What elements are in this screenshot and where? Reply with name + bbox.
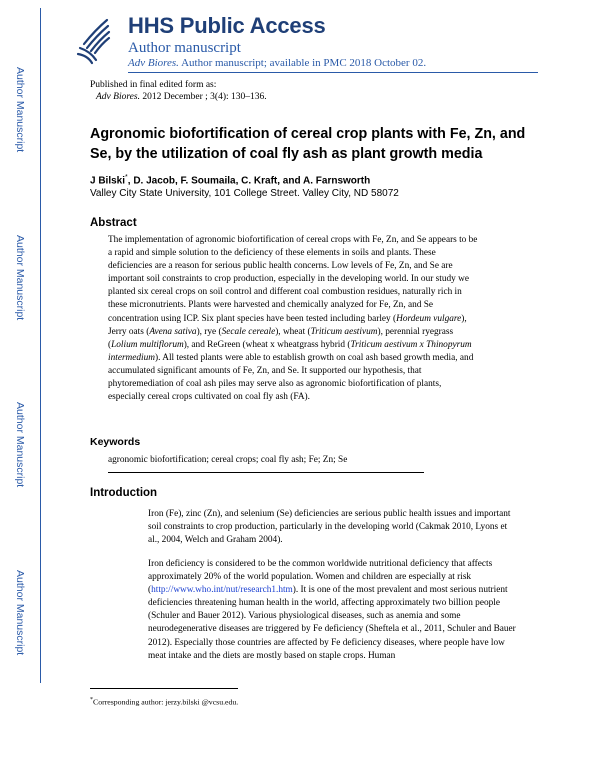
abstract-text: The implementation of agronomic biofortification of cereal crops with Fe, Zn, and Se appears to be a rapid and simple solution to the deficiency of these elements in soils and plants. These deficiencies are a reason for serious public health concerns. Low levels of Fe, Zn, and Se are important soil constraints to crop production, especially in the developing world. In our study we planted six cereal crops on soil control and different coal combustion residues, naturally rich in these micronutrients. Plants were harvested and chemically analyzed for Fe, Zn, and Se concentration using ICP. Six plant species have been tested including barley (Hordeum vulgare), Jerry oats (Avena sativa), rye (Secale cereale), wheat (Triticum aestivum), perennial ryegrass (Lolium multiflorum), and ReGreen (wheat x wheatgrass hybrid (Triticum aestivum x Thinopyrum intermedium). All tested plants were able to establish growth on coal ash based growth media, and accumulated significant amounts of Fe, Zn, and Se. It supported our hypothesis, that phytoremediation of coal ash piles may serve also as agronomic biofortification of plants, especially cereal crops cultivated on coal fly ash (FA). [108, 235, 478, 403]
availability-text: Author manuscript; available in PMC 2018 October 02. [178, 57, 427, 69]
hhs-eagle-icon [74, 14, 114, 66]
margin-rule [40, 8, 41, 683]
side-label-author-manuscript: Author Manuscript [14, 235, 26, 321]
article-title: Agronomic biofortification of cereal crop plants with Fe, Zn, and Se, by the utilization of coal fly ash as plant growth media [90, 126, 526, 162]
affiliation: Valley City State University, 101 College Street. Valley City, ND 58072 [90, 188, 399, 199]
header-divider [128, 72, 538, 73]
abstract-heading: Abstract [90, 217, 137, 229]
side-label-author-manuscript: Author Manuscript [14, 570, 26, 656]
side-label-author-manuscript: Author Manuscript [14, 402, 26, 488]
author-manuscript-label: Author manuscript [128, 40, 241, 56]
footnote-divider [90, 688, 238, 689]
journal-name: Adv Biores. [128, 57, 179, 69]
who-research-link[interactable]: http://www.who.int/nut/research1.htm [151, 585, 293, 596]
introduction-paragraph-1: Iron (Fe), zinc (Zn), and selenium (Se) deficiencies are serious public health issues and important soil constraints to crop production, particularly in the developing world (Cakmak 2010, Lyons et al., 2004, Welch and Graham 2004). [148, 509, 511, 546]
availability-line [128, 57, 426, 69]
keywords-heading: Keywords [90, 436, 141, 448]
author-first: J Bilski [90, 175, 126, 187]
corresponding-mark: * [125, 174, 128, 181]
corresponding-author-footnote: *Corresponding author: jerzy.bilski @vcsu.edu. [90, 697, 239, 707]
keywords-divider [108, 472, 424, 473]
author-last: A. Farnsworth [303, 175, 371, 187]
side-label-author-manuscript: Author Manuscript [14, 67, 26, 153]
published-in-label: Published in final edited form as: [90, 80, 217, 90]
citation-details: 2012 December ; 3(4): 130–136. [139, 92, 267, 102]
citation-journal: Adv Biores. [96, 92, 140, 102]
introduction-paragraph-2: Iron deficiency is considered to be the common worldwide nutritional deficiency that affects approximately 20% of the world population. Women and children are especially at risk (http://www.who.int/nut/research1.htm). It is one of the most prevalent and most serious nutrient deficiencies threatening human health in the world, affecting approximately two billion people (Schuler and Bauer 2012). Various physiological diseases, such as anemia and some neurodegenerative diseases are triggered by Fe deficiency (Sheftela et al., 2011, Schuler and Bauer 2012). Especially those countries are affected by Fe deficiency diseases, where people have low meat intake and the diets are mostly based on staple crops. Human [148, 559, 516, 661]
introduction-heading: Introduction [90, 487, 158, 499]
authors-middle: , D. Jacob, F. Soumaila, C. Kraft, and [127, 175, 303, 187]
author-list [90, 174, 370, 186]
keywords-text: agronomic biofortification; cereal crops; coal fly ash; Fe; Zn; Se [108, 455, 348, 465]
citation-line [96, 92, 267, 102]
hhs-public-access-title: HHS Public Access [128, 13, 326, 38]
